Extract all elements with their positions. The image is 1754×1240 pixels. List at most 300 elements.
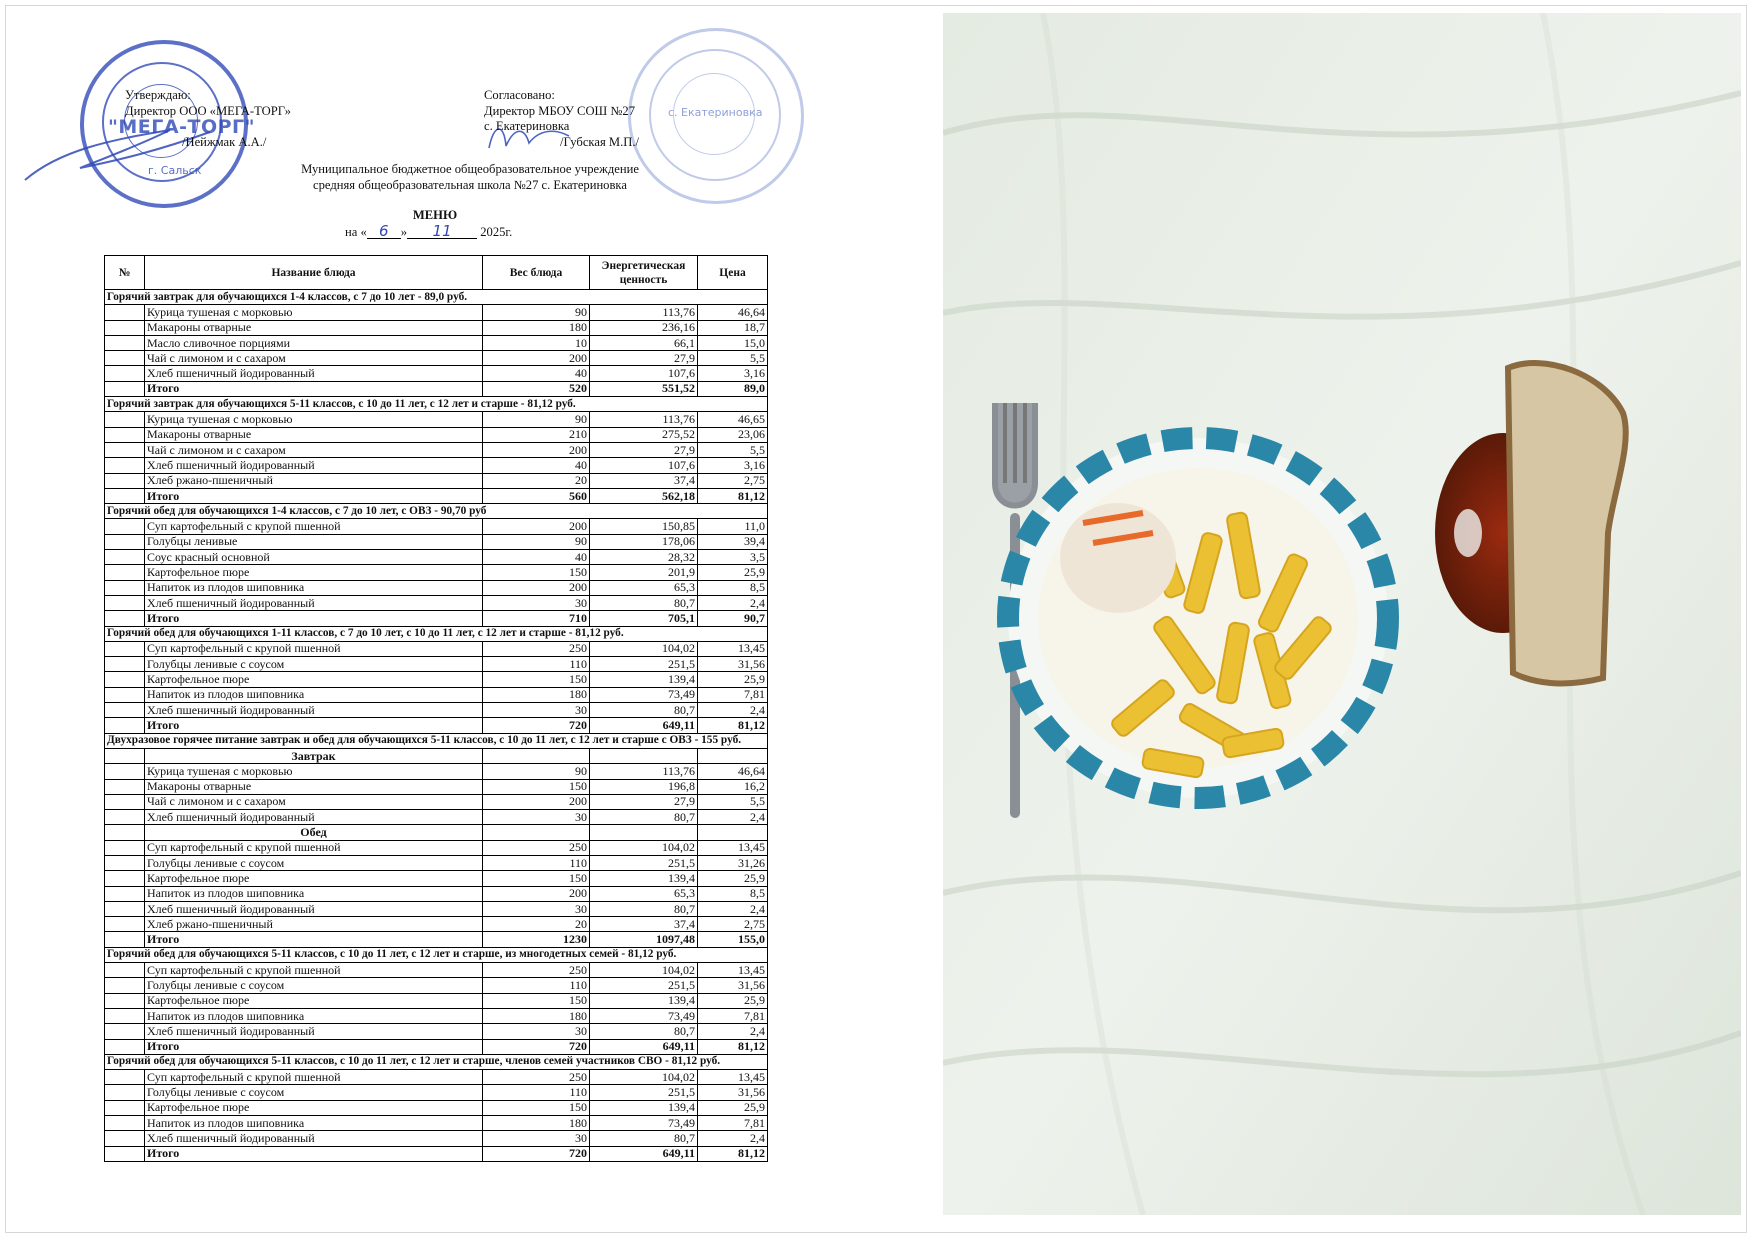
price-cell: 2,4 [698,1024,768,1039]
number-cell [105,855,145,870]
number-cell [105,1070,145,1085]
table-row [105,871,768,886]
plate [1008,438,1388,798]
price-cell: 25,9 [698,871,768,886]
weight-cell: 720 [483,718,590,733]
number-cell [105,794,145,809]
energy-cell: 649,11 [590,1146,698,1161]
weight-cell: 200 [483,886,590,901]
price-cell: 3,16 [698,366,768,381]
number-cell [105,687,145,702]
header-cell-price: Цена [698,256,768,290]
table-row [105,1070,768,1085]
weight-cell: 30 [483,595,590,610]
agree-name: /Губская М.П./ [560,135,639,149]
header-cell-dish: Название блюда [145,256,483,290]
price-cell: 3,16 [698,458,768,473]
section-title: Горячий обед для обучающихся 1-11 классов, с 7 до 10 лет, с 10 до 11 лет, с 12 лет и старше - 81,12 руб. [105,626,768,641]
energy-cell: 73,49 [590,1116,698,1131]
dish-name: Курица тушеная с морковью [145,764,483,779]
meal-photo [943,13,1741,1215]
number-cell [105,932,145,947]
price-cell: 13,45 [698,1070,768,1085]
price-cell: 2,4 [698,901,768,916]
weight-cell: 30 [483,1131,590,1146]
header-cell-weight: Вес блюда [483,256,590,290]
dish-name: Картофельное пюре [145,565,483,580]
energy-cell [590,748,698,763]
agree-place: с. Екатериновка [484,119,570,133]
price-cell: 25,9 [698,993,768,1008]
weight-cell: 40 [483,550,590,565]
number-cell [105,519,145,534]
table-row [105,534,768,549]
section-title: Горячий завтрак для обучающихся 1-4 классов, с 7 до 10 лет - 89,0 руб. [105,290,768,305]
weight-cell: 110 [483,855,590,870]
number-cell [105,703,145,718]
price-cell: 25,9 [698,1100,768,1115]
stamp2-text: с. Екатериновка [668,106,763,119]
table-row [105,1085,768,1100]
number-cell [105,366,145,381]
table-row [105,320,768,335]
table-row [105,550,768,565]
energy-cell: 65,3 [590,580,698,595]
dish-name: Хлеб пшеничный йодированный [145,366,483,381]
number-cell [105,1146,145,1161]
price-cell: 15,0 [698,335,768,350]
total-label: Итого [145,718,483,733]
energy-cell: 107,6 [590,458,698,473]
total-row [105,1039,768,1054]
weight-cell: 40 [483,366,590,381]
number-cell [105,764,145,779]
price-cell: 2,75 [698,917,768,932]
number-cell [105,565,145,580]
price-cell: 5,5 [698,351,768,366]
number-cell [105,718,145,733]
energy-cell: 196,8 [590,779,698,794]
total-row [105,718,768,733]
energy-cell: 104,02 [590,840,698,855]
weight-cell: 1230 [483,932,590,947]
dish-name: Суп картофельный с крупой пшенной [145,519,483,534]
energy-cell: 251,5 [590,978,698,993]
energy-cell: 113,76 [590,305,698,320]
number-cell [105,1131,145,1146]
dish-name: Суп картофельный с крупой пшенной [145,641,483,656]
price-cell: 5,5 [698,442,768,457]
weight-cell: 150 [483,779,590,794]
energy-cell: 73,49 [590,1008,698,1023]
price-cell: 46,64 [698,764,768,779]
weight-cell: 200 [483,351,590,366]
table-row [105,1116,768,1131]
menu-table [104,255,768,1162]
table-row [105,458,768,473]
number-cell [105,1008,145,1023]
price-cell: 23,06 [698,427,768,442]
energy-cell: 139,4 [590,993,698,1008]
table-row [105,794,768,809]
table-row [105,519,768,534]
price-cell: 13,45 [698,840,768,855]
signature-mark-1 [20,110,220,190]
table-row [105,917,768,932]
number-cell [105,473,145,488]
price-cell: 90,7 [698,611,768,626]
dish-name: Макароны отварные [145,427,483,442]
total-row [105,381,768,396]
number-cell [105,901,145,916]
section-title: Горячий обед для обучающихся 1-4 классов, с 7 до 10 лет, с ОВЗ - 90,70 руб [105,504,768,519]
total-label: Итого [145,1039,483,1054]
dish-name: Суп картофельный с крупой пшенной [145,840,483,855]
number-cell [105,320,145,335]
table-row [105,412,768,427]
weight-cell: 200 [483,794,590,809]
dish-name: Голубцы ленивые с соусом [145,657,483,672]
number-cell [105,1039,145,1054]
weight-cell: 150 [483,672,590,687]
weight-cell: 150 [483,565,590,580]
number-cell [105,672,145,687]
energy-cell: 37,4 [590,473,698,488]
table-row [105,779,768,794]
number-cell [105,1085,145,1100]
dish-name: Хлеб пшеничный йодированный [145,810,483,825]
energy-cell: 27,9 [590,794,698,809]
table-row [105,580,768,595]
weight-cell: 10 [483,335,590,350]
energy-cell: 275,52 [590,427,698,442]
energy-cell: 139,4 [590,1100,698,1115]
number-cell [105,825,145,840]
number-cell [105,458,145,473]
weight-cell: 520 [483,381,590,396]
weight-cell: 180 [483,687,590,702]
subsection-row [105,825,768,840]
table-row [105,687,768,702]
weight-cell [483,825,590,840]
energy-cell: 80,7 [590,595,698,610]
section-title: Двухразовое горячее питание завтрак и обед для обучающихся 5-11 классов, с 10 до 11 лет, с 12 лет и старше с ОВЗ - 155 руб. [105,733,768,748]
number-cell [105,534,145,549]
dish-name: Хлеб пшеничный йодированный [145,1131,483,1146]
dish-name: Голубцы ленивые с соусом [145,978,483,993]
dish-name: Картофельное пюре [145,993,483,1008]
dish-name: Хлеб пшеничный йодированный [145,595,483,610]
price-cell: 2,4 [698,1131,768,1146]
dish-name: Голубцы ленивые с соусом [145,855,483,870]
weight-cell: 710 [483,611,590,626]
dish-name: Чай с лимоном и с сахаром [145,794,483,809]
number-cell [105,381,145,396]
price-cell: 7,81 [698,1008,768,1023]
number-cell [105,595,145,610]
number-cell [105,810,145,825]
energy-cell: 139,4 [590,672,698,687]
table-row [105,565,768,580]
subsection-title: Завтрак [145,748,483,763]
weight-cell: 250 [483,963,590,978]
weight-cell: 110 [483,978,590,993]
number-cell [105,427,145,442]
price-cell: 81,12 [698,488,768,503]
energy-cell: 37,4 [590,917,698,932]
dish-name: Курица тушеная с морковью [145,412,483,427]
weight-cell: 20 [483,473,590,488]
org-line-2: средняя общеобразовательная школа №27 с. Екатериновка [313,178,627,192]
section-title: Горячий обед для обучающихся 5-11 классов, с 10 до 11 лет, с 12 лет и старше, из многодетных семей - 81,12 руб. [105,947,768,962]
price-cell: 18,7 [698,320,768,335]
weight-cell: 40 [483,458,590,473]
agree-title: Согласовано: [484,88,555,102]
total-row [105,932,768,947]
menu-title: МЕНЮ [412,208,458,222]
dish-name: Суп картофельный с крупой пшенной [145,963,483,978]
energy-cell: 551,52 [590,381,698,396]
energy-cell: 27,9 [590,442,698,457]
table-row [105,978,768,993]
date-prefix: на « [345,225,367,239]
price-cell: 46,65 [698,412,768,427]
energy-cell: 251,5 [590,855,698,870]
approve-name: /Нейжмак А.А./ [182,135,267,149]
stamp-brand-text: "МЕГА-ТОРГ" [108,116,256,138]
weight-cell: 20 [483,917,590,932]
energy-cell: 139,4 [590,871,698,886]
dish-name: Масло сливочное порциями [145,335,483,350]
weight-cell: 720 [483,1039,590,1054]
weight-cell: 110 [483,657,590,672]
energy-cell: 649,11 [590,1039,698,1054]
dish-name: Хлеб ржано-пшеничный [145,473,483,488]
table-row [105,963,768,978]
date-suffix: 2025г. [480,225,513,239]
energy-cell: 27,9 [590,351,698,366]
section-row [105,290,768,305]
agree-position: Директор МБОУ СОШ №27 [484,104,636,118]
weight-cell: 200 [483,519,590,534]
table-row [105,993,768,1008]
dish-name: Голубцы ленивые [145,534,483,549]
table-row [105,366,768,381]
price-cell: 2,4 [698,703,768,718]
energy-cell: 104,02 [590,963,698,978]
dish-name: Напиток из плодов шиповника [145,580,483,595]
org-line-1: Муниципальное бюджетное общеобразовательное учреждение [301,162,639,176]
table-row [105,442,768,457]
energy-cell: 80,7 [590,901,698,916]
weight-cell: 90 [483,412,590,427]
table-row [105,1024,768,1039]
dish-name: Чай с лимоном и с сахаром [145,351,483,366]
section-row [105,397,768,412]
table-row [105,855,768,870]
weight-cell: 250 [483,1070,590,1085]
total-label: Итого [145,611,483,626]
dish-name: Напиток из плодов шиповника [145,886,483,901]
table-row [105,335,768,350]
section-title: Горячий обед для обучающихся 5-11 классов, с 10 до 11 лет, с 12 лет и старше, членов семей участников СВО - 81,12 руб. [105,1054,768,1069]
price-cell: 13,45 [698,963,768,978]
weight-cell: 720 [483,1146,590,1161]
date-day: 6 [367,224,401,239]
table-row [105,901,768,916]
energy-cell: 178,06 [590,534,698,549]
dish-name: Голубцы ленивые с соусом [145,1085,483,1100]
table-row [105,810,768,825]
energy-cell: 107,6 [590,366,698,381]
energy-cell: 1097,48 [590,932,698,947]
price-cell: 46,64 [698,305,768,320]
energy-cell: 104,02 [590,1070,698,1085]
price-cell: 3,5 [698,550,768,565]
header-cell-number: № [105,256,145,290]
weight-cell: 30 [483,810,590,825]
weight-cell: 30 [483,1024,590,1039]
table-row [105,351,768,366]
total-row [105,611,768,626]
weight-cell: 150 [483,993,590,1008]
energy-cell: 649,11 [590,718,698,733]
number-cell [105,611,145,626]
total-label: Итого [145,932,483,947]
weight-cell: 200 [483,442,590,457]
dish-name: Макароны отварные [145,320,483,335]
header-cell-energy: Энергетическая ценность [590,256,698,290]
energy-cell: 104,02 [590,641,698,656]
number-cell [105,1116,145,1131]
weight-cell: 150 [483,871,590,886]
number-cell [105,305,145,320]
number-cell [105,580,145,595]
price-cell: 11,0 [698,519,768,534]
dish-name: Напиток из плодов шиповника [145,687,483,702]
number-cell [105,1024,145,1039]
number-cell [105,1100,145,1115]
energy-cell: 236,16 [590,320,698,335]
total-row [105,488,768,503]
table-header-row [105,256,768,290]
number-cell [105,335,145,350]
price-cell: 89,0 [698,381,768,396]
table-row [105,595,768,610]
dish-name: Хлеб пшеничный йодированный [145,703,483,718]
number-cell [105,550,145,565]
table-row [105,1100,768,1115]
number-cell [105,351,145,366]
price-cell: 31,26 [698,855,768,870]
table-row [105,1008,768,1023]
date-mid: » [400,225,408,239]
energy-cell: 66,1 [590,335,698,350]
price-cell: 25,9 [698,565,768,580]
number-cell [105,993,145,1008]
weight-cell: 90 [483,305,590,320]
table-row [105,840,768,855]
number-cell [105,641,145,656]
weight-cell: 180 [483,1116,590,1131]
energy-cell: 705,1 [590,611,698,626]
energy-cell: 73,49 [590,687,698,702]
weight-cell: 200 [483,580,590,595]
number-cell [105,412,145,427]
dish-name: Картофельное пюре [145,871,483,886]
table-row [105,672,768,687]
number-cell [105,886,145,901]
price-cell: 16,2 [698,779,768,794]
number-cell [105,963,145,978]
price-cell: 7,81 [698,1116,768,1131]
total-label: Итого [145,488,483,503]
weight-cell: 90 [483,764,590,779]
price-cell: 8,5 [698,580,768,595]
weight-cell: 250 [483,641,590,656]
dish-name: Суп картофельный с крупой пшенной [145,1070,483,1085]
total-label: Итого [145,381,483,396]
dish-name: Картофельное пюре [145,672,483,687]
total-row [105,1146,768,1161]
section-title: Горячий завтрак для обучающихся 5-11 классов, с 10 до 11 лет, с 12 лет и старше - 81,12 руб. [105,397,768,412]
number-cell [105,779,145,794]
energy-cell: 80,7 [590,1024,698,1039]
weight-cell: 90 [483,534,590,549]
price-cell: 81,12 [698,718,768,733]
number-cell [105,442,145,457]
date-month: 11 [407,224,477,239]
price-cell: 7,81 [698,687,768,702]
weight-cell: 30 [483,901,590,916]
dish-name: Хлеб пшеничный йодированный [145,458,483,473]
energy-cell: 251,5 [590,1085,698,1100]
dish-name: Макароны отварные [145,779,483,794]
dish-name: Курица тушеная с морковью [145,305,483,320]
stamp-city-text: г. Сальск [148,164,202,177]
price-cell: 81,12 [698,1146,768,1161]
number-cell [105,917,145,932]
menu-date [345,224,512,239]
table-row [105,703,768,718]
energy-cell: 113,76 [590,764,698,779]
number-cell [105,871,145,886]
price-cell: 81,12 [698,1039,768,1054]
price-cell: 31,56 [698,1085,768,1100]
number-cell [105,657,145,672]
dish-name: Хлеб ржано-пшеничный [145,917,483,932]
dish-name: Соус красный основной [145,550,483,565]
section-row [105,504,768,519]
number-cell [105,840,145,855]
dish-name: Хлеб пшеничный йодированный [145,901,483,916]
number-cell [105,748,145,763]
table-row [105,641,768,656]
weight-cell: 210 [483,427,590,442]
table-row [105,764,768,779]
energy-cell: 201,9 [590,565,698,580]
table-row [105,427,768,442]
price-cell [698,748,768,763]
table-row [105,305,768,320]
number-cell [105,978,145,993]
price-cell: 2,4 [698,810,768,825]
subsection-title: Обед [145,825,483,840]
price-cell: 2,75 [698,473,768,488]
energy-cell: 65,3 [590,886,698,901]
price-cell: 8,5 [698,886,768,901]
section-row [105,733,768,748]
